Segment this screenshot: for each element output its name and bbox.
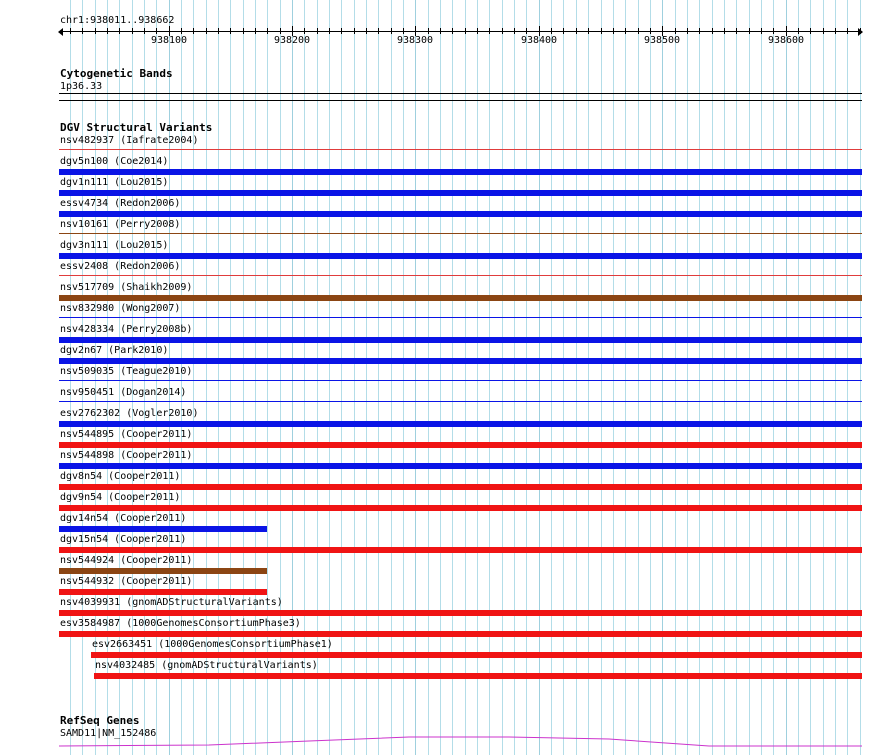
grid-line [588, 0, 589, 755]
grid-line [477, 0, 478, 755]
dgv-feature-label[interactable]: nsv428334 (Perry2008b) [60, 324, 193, 335]
ruler-minor-tick [255, 28, 256, 34]
dgv-feature-label[interactable]: nsv544924 (Cooper2011) [60, 555, 193, 566]
grid-line [403, 0, 404, 755]
dgv-feature-bar[interactable] [59, 589, 267, 595]
grid-line [341, 0, 342, 755]
ruler-minor-tick [378, 28, 379, 34]
dgv-feature-label[interactable]: nsv544932 (Cooper2011) [60, 576, 193, 587]
dgv-feature-bar[interactable] [91, 652, 862, 658]
ruler-tick-label: 938500 [643, 35, 681, 46]
grid-line [465, 0, 466, 755]
grid-line [736, 0, 737, 755]
grid-line [551, 0, 552, 755]
ruler-minor-tick [329, 28, 330, 34]
ruler-minor-tick [650, 28, 651, 34]
dgv-feature-label[interactable]: nsv4039931 (gnomADStructuralVariants) [60, 597, 283, 608]
ruler-minor-tick [823, 28, 824, 34]
grid-line [563, 0, 564, 755]
ruler-minor-tick [280, 28, 281, 34]
grid-line [502, 0, 503, 755]
dgv-feature-bar[interactable] [59, 211, 862, 217]
dgv-feature-label[interactable]: dgv14n54 (Cooper2011) [60, 513, 187, 524]
ruler-minor-tick [341, 28, 342, 34]
ruler-minor-tick [749, 28, 750, 34]
dgv-feature-bar[interactable] [94, 673, 862, 679]
grid-line [662, 0, 663, 755]
grid-line [650, 0, 651, 755]
ruler-minor-tick [452, 28, 453, 34]
dgv-feature-label[interactable]: nsv482937 (Iafrate2004) [60, 135, 199, 146]
ruler-minor-tick [563, 28, 564, 34]
dgv-feature-label[interactable]: nsv950451 (Dogan2014) [60, 387, 187, 398]
ruler-minor-tick [576, 28, 577, 34]
ruler-minor-tick [551, 28, 552, 34]
ruler-minor-tick [514, 28, 515, 34]
ruler-minor-tick [601, 28, 602, 34]
dgv-feature-bar[interactable] [59, 233, 862, 234]
ruler-minor-tick [699, 28, 700, 34]
dgv-feature-bar[interactable] [59, 275, 862, 276]
dgv-feature-label[interactable]: dgv9n54 (Cooper2011) [60, 492, 181, 503]
ruler-minor-tick [502, 28, 503, 34]
dgv-feature-bar[interactable] [59, 358, 862, 364]
grid-line [699, 0, 700, 755]
ruler-minor-tick [230, 28, 231, 34]
ruler-minor-tick [119, 28, 120, 34]
ruler-minor-tick [70, 28, 71, 34]
dgv-feature-label[interactable]: nsv832980 (Wong2007) [60, 303, 181, 314]
dgv-feature-label[interactable]: nsv10161 (Perry2008) [60, 219, 181, 230]
dgv-feature-bar[interactable] [59, 610, 862, 616]
grid-line [625, 0, 626, 755]
ruler-minor-tick [82, 28, 83, 34]
grid-line [539, 0, 540, 755]
grid-line [847, 0, 848, 755]
dgv-feature-bar[interactable] [59, 547, 862, 553]
grid-line [415, 0, 416, 755]
dgv-feature-bar[interactable] [59, 505, 862, 511]
dgv-feature-bar[interactable] [59, 484, 862, 490]
ruler-minor-tick [675, 28, 676, 34]
grid-line [712, 0, 713, 755]
grid-line [798, 0, 799, 755]
ruler-minor-tick [428, 28, 429, 34]
ruler-minor-tick [798, 28, 799, 34]
grid-line [613, 0, 614, 755]
ruler-minor-tick [243, 28, 244, 34]
ruler-minor-tick [489, 28, 490, 34]
ruler-minor-tick [354, 28, 355, 34]
grid-line [576, 0, 577, 755]
grid-line [514, 0, 515, 755]
dgv-feature-label[interactable]: nsv4032485 (gnomADStructuralVariants) [95, 660, 318, 671]
refseq-gene-model[interactable] [59, 736, 862, 748]
ruler-minor-tick [218, 28, 219, 34]
ruler-minor-tick [613, 28, 614, 34]
ruler-minor-tick [465, 28, 466, 34]
grid-line [489, 0, 490, 755]
ruler-minor-tick [366, 28, 367, 34]
dgv-feature-label[interactable]: essv4734 (Redon2006) [60, 198, 181, 209]
grid-line [354, 0, 355, 755]
grid-line [526, 0, 527, 755]
ruler-minor-tick [181, 28, 182, 34]
grid-line [378, 0, 379, 755]
dgv-feature-label[interactable]: dgv3n111 (Lou2015) [60, 240, 169, 251]
ruler-left-arrow-icon [58, 28, 63, 36]
dgv-feature-bar[interactable] [59, 295, 862, 301]
ruler-minor-tick [773, 28, 774, 34]
dgv-feature-label[interactable]: nsv544898 (Cooper2011) [60, 450, 193, 461]
dgv-feature-label[interactable]: esv3584987 (1000GenomesConsortiumPhase3) [60, 618, 301, 629]
grid-line [366, 0, 367, 755]
grid-line [440, 0, 441, 755]
dgv-feature-bar[interactable] [59, 190, 862, 196]
grid-line [391, 0, 392, 755]
ruler-minor-tick [588, 28, 589, 34]
cytoband-label: 1p36.33 [60, 81, 103, 92]
grid-line [638, 0, 639, 755]
ruler-minor-tick [193, 28, 194, 34]
grid-line [860, 0, 861, 755]
ruler-tick-label: 938600 [767, 35, 805, 46]
dgv-feature-label[interactable]: dgv8n54 (Cooper2011) [60, 471, 181, 482]
gene-intron-line [59, 737, 862, 746]
dgv-feature-label[interactable]: dgv15n54 (Cooper2011) [60, 534, 187, 545]
ruler-minor-tick [156, 28, 157, 34]
dgv-feature-bar[interactable] [59, 401, 862, 402]
dgv-feature-bar[interactable] [59, 526, 267, 532]
ruler-minor-tick [860, 28, 861, 34]
refseq-track-title[interactable]: RefSeq Genes [60, 714, 140, 727]
grid-line [82, 0, 83, 755]
grid-line [823, 0, 824, 755]
dgv-feature-bar[interactable] [59, 421, 862, 427]
dgv-feature-label[interactable]: nsv544895 (Cooper2011) [60, 429, 193, 440]
ruler-minor-tick [144, 28, 145, 34]
cytogenetic-track-title[interactable]: Cytogenetic Bands [60, 67, 173, 80]
dgv-feature-label[interactable]: dgv2n67 (Park2010) [60, 345, 169, 356]
ruler-minor-tick [835, 28, 836, 34]
ruler-minor-tick [477, 28, 478, 34]
dgv-feature-label[interactable]: nsv509035 (Teague2010) [60, 366, 193, 377]
ruler-minor-tick [625, 28, 626, 34]
dgv-feature-label[interactable]: dgv5n100 (Coe2014) [60, 156, 169, 167]
grid-line [428, 0, 429, 755]
grid-line [724, 0, 725, 755]
grid-line [70, 0, 71, 755]
ruler-tick-label: 938300 [396, 35, 434, 46]
refseq-gene-label[interactable]: SAMD11|NM_152486 [60, 728, 157, 739]
grid-line [452, 0, 453, 755]
track-separator [59, 100, 862, 101]
ruler-minor-tick [440, 28, 441, 34]
ruler-minor-tick [687, 28, 688, 34]
dgv-feature-bar[interactable] [59, 463, 862, 469]
ruler-minor-tick [304, 28, 305, 34]
grid-line [675, 0, 676, 755]
ruler-tick-label: 938100 [150, 35, 188, 46]
dgv-feature-bar[interactable] [59, 149, 862, 150]
dgv-track-title[interactable]: DGV Structural Variants [60, 121, 213, 134]
grid-line [810, 0, 811, 755]
grid-line [786, 0, 787, 755]
ruler-minor-tick [107, 28, 108, 34]
dgv-feature-label[interactable]: nsv517709 (Shaikh2009) [60, 282, 193, 293]
ruler-minor-tick [847, 28, 848, 34]
region-label: chr1:938011..938662 [60, 15, 175, 26]
ruler-minor-tick [712, 28, 713, 34]
ruler-minor-tick [206, 28, 207, 34]
grid-line [749, 0, 750, 755]
grid-line [761, 0, 762, 755]
dgv-feature-bar[interactable] [59, 380, 862, 381]
dgv-feature-bar[interactable] [59, 253, 862, 259]
grid-line [601, 0, 602, 755]
ruler-minor-tick [638, 28, 639, 34]
grid-line [687, 0, 688, 755]
dgv-feature-label[interactable]: essv2408 (Redon2006) [60, 261, 181, 272]
ruler-minor-tick [526, 28, 527, 34]
grid-line [835, 0, 836, 755]
ruler-minor-tick [403, 28, 404, 34]
ruler-tick-label: 938200 [273, 35, 311, 46]
ruler-minor-tick [736, 28, 737, 34]
dgv-feature-bar[interactable] [59, 169, 862, 175]
dgv-feature-bar[interactable] [59, 631, 862, 637]
dgv-feature-label[interactable]: esv2663451 (1000GenomesConsortiumPhase1) [92, 639, 333, 650]
ruler-minor-tick [267, 28, 268, 34]
dgv-feature-bar[interactable] [59, 337, 862, 343]
dgv-feature-label[interactable]: esv2762302 (Vogler2010) [60, 408, 199, 419]
cytoband-line[interactable] [59, 93, 862, 94]
ruler-minor-tick [317, 28, 318, 34]
ruler-minor-tick [761, 28, 762, 34]
ruler-minor-tick [724, 28, 725, 34]
dgv-feature-bar[interactable] [59, 317, 862, 318]
grid-line [773, 0, 774, 755]
dgv-feature-bar[interactable] [59, 568, 267, 574]
ruler-tick-label: 938400 [520, 35, 558, 46]
ruler-minor-tick [132, 28, 133, 34]
dgv-feature-bar[interactable] [59, 442, 862, 448]
ruler-minor-tick [391, 28, 392, 34]
dgv-feature-label[interactable]: dgv1n111 (Lou2015) [60, 177, 169, 188]
ruler-minor-tick [95, 28, 96, 34]
ruler-minor-tick [810, 28, 811, 34]
